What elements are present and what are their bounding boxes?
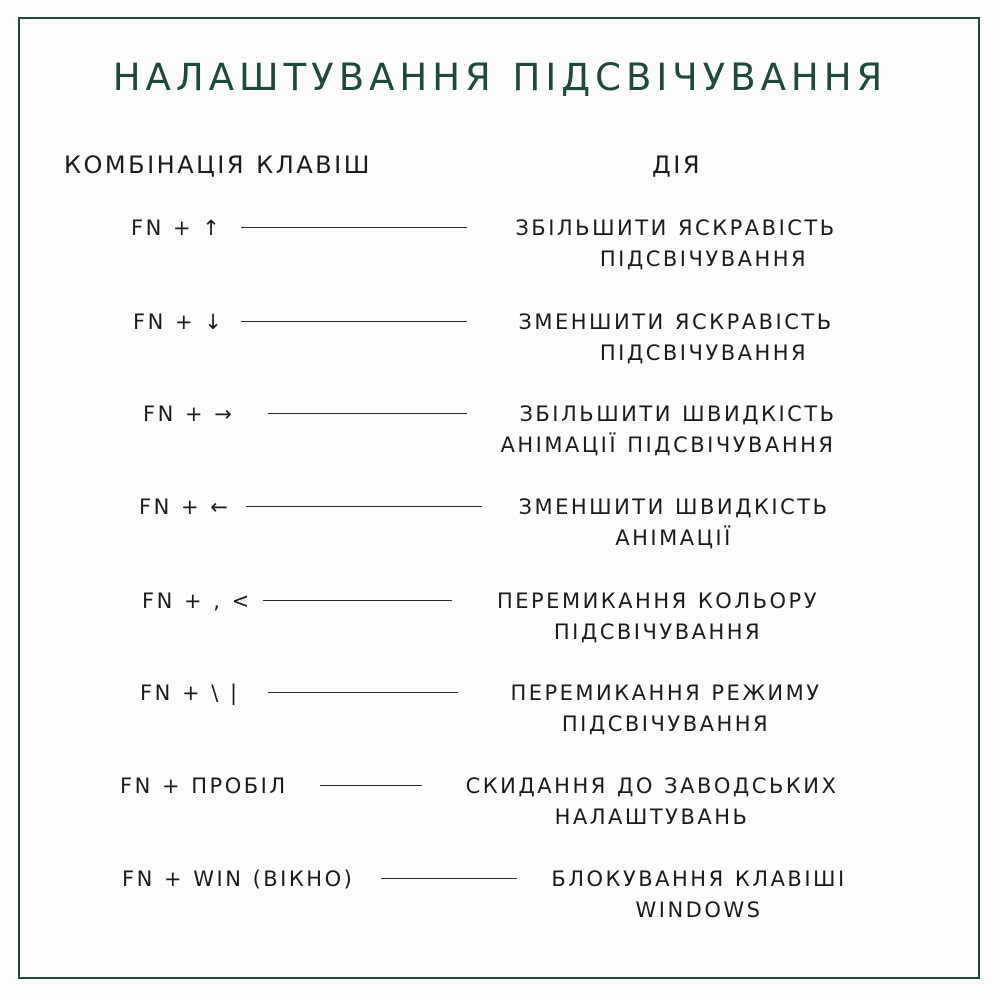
action-line-1: ЗМЕНШИТИ ШВИДКІСТЬ xyxy=(518,495,830,519)
shortcut-row xyxy=(0,586,1000,656)
action-line-1: БЛОКУВАННЯ КЛАВІШІ xyxy=(551,867,847,891)
action-line-2: ПІДСВІЧУВАННЯ xyxy=(561,712,771,736)
action-line-1: СКИДАННЯ ДО ЗАВОДСЬКИХ xyxy=(465,774,839,798)
page-title: НАЛАШТУВАННЯ ПІДСВІЧУВАННЯ xyxy=(112,56,888,99)
header-action: ДІЯ xyxy=(652,151,703,179)
action-description xyxy=(464,492,884,554)
action-description xyxy=(466,213,886,275)
action-line-1: ПЕРЕМИКАННЯ КОЛЬОРУ xyxy=(496,589,820,613)
action-line-2: АНІМАЦІЇ xyxy=(615,526,733,550)
action-line-2: ПІДСВІЧУВАННЯ xyxy=(599,247,809,271)
connector-line xyxy=(241,321,467,322)
action-line-2: АНІМАЦІЇ ПІДСВІЧУВАННЯ xyxy=(500,433,836,457)
action-description xyxy=(456,678,876,740)
shortcut-row xyxy=(0,307,1000,377)
action-line-2: ПІДСВІЧУВАННЯ xyxy=(599,341,809,365)
action-line-2: WINDOWS xyxy=(635,898,763,922)
key-combination: FN + ↓ xyxy=(133,310,225,334)
action-line-2: НАЛАШТУВАНЬ xyxy=(554,805,750,829)
shortcut-row xyxy=(0,771,1000,841)
shortcut-row xyxy=(0,213,1000,283)
action-description xyxy=(466,307,886,369)
action-line-1: ЗМЕНШИТИ ЯСКРАВІСТЬ xyxy=(518,310,834,334)
key-combination: FN + , < xyxy=(142,589,252,613)
action-description xyxy=(448,586,868,648)
connector-line xyxy=(320,785,422,786)
connector-line xyxy=(268,413,467,414)
shortcut-row xyxy=(0,492,1000,562)
action-description xyxy=(432,771,872,833)
action-line-1: ПЕРЕМИКАННЯ РЕЖИМУ xyxy=(510,681,822,705)
connector-line xyxy=(246,506,482,507)
key-combination: FN + ПРОБІЛ xyxy=(120,774,288,798)
action-line-1: ЗБІЛЬШИТИ ЯСКРАВІСТЬ xyxy=(515,216,837,240)
action-description xyxy=(458,399,878,461)
connector-line xyxy=(263,600,452,601)
key-combination: FN + → xyxy=(143,402,235,426)
shortcut-row xyxy=(0,678,1000,748)
action-line-1: ЗБІЛЬШИТИ ШВИДКІСТЬ xyxy=(519,402,837,426)
action-description xyxy=(494,864,904,926)
action-line-2: ПІДСВІЧУВАННЯ xyxy=(553,620,763,644)
shortcut-row xyxy=(0,864,1000,934)
header-key-combination: КОМБІНАЦІЯ КЛАВІШ xyxy=(64,151,372,179)
key-combination: FN + ← xyxy=(139,495,231,519)
key-combination: FN + WIN (ВІКНО) xyxy=(122,867,355,891)
key-combination: FN + ↑ xyxy=(131,216,223,240)
shortcut-row xyxy=(0,399,1000,469)
connector-line xyxy=(241,227,467,228)
connector-line xyxy=(268,692,458,693)
key-combination: FN + \ | xyxy=(140,681,240,705)
